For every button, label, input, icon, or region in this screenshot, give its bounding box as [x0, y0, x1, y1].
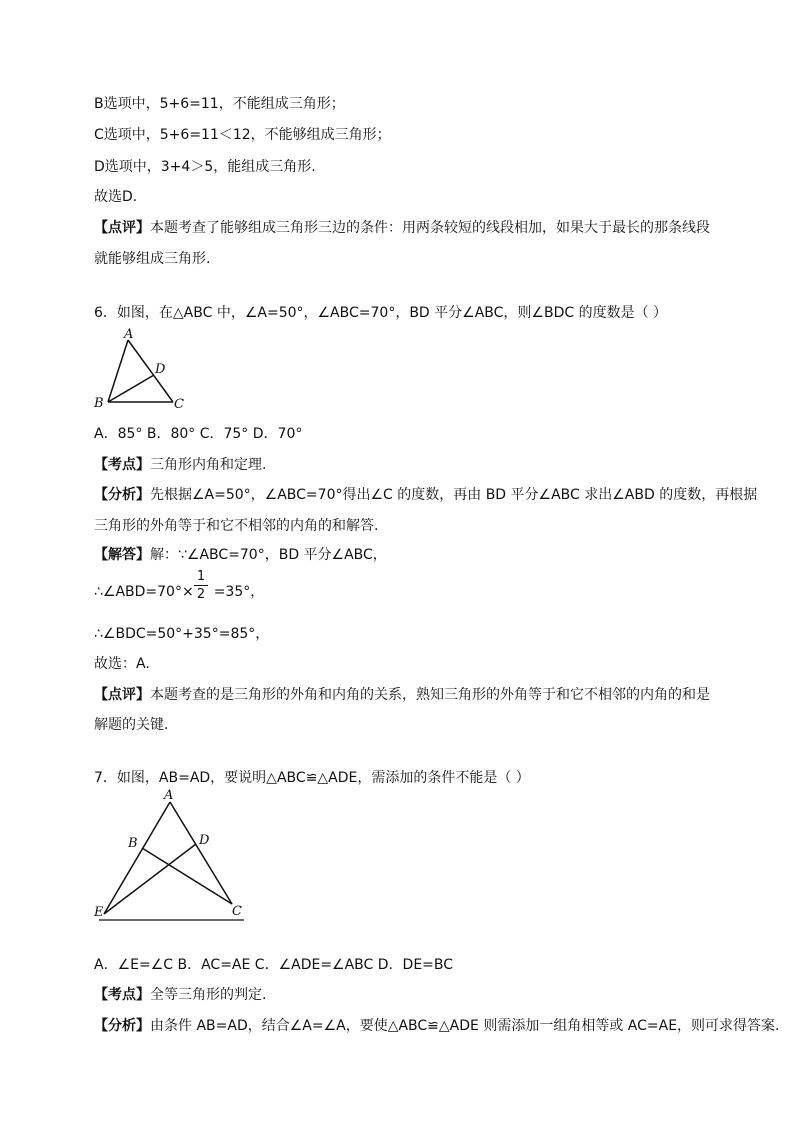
- fenxi-label: 【分析】: [94, 1018, 150, 1034]
- kaodian-label: 【考点】: [94, 457, 150, 473]
- comment-continuation: 解题的关键.: [94, 717, 169, 733]
- kaodian-line: [94, 455, 266, 475]
- comment-line: [94, 218, 710, 238]
- triangle-abc-figure: [94, 328, 204, 418]
- fenxi-line: [94, 1016, 780, 1036]
- vertex-label-a: A: [164, 788, 174, 803]
- vertex-label-c: C: [232, 904, 242, 919]
- vertex-label-d: D: [155, 362, 166, 377]
- fraction-one-half: [194, 569, 208, 602]
- answer-choice: 故选：A.: [94, 656, 150, 672]
- jieda-label: 【解答】: [94, 547, 150, 563]
- fenxi-line: [94, 485, 757, 505]
- fraction-bar: [194, 585, 208, 586]
- kaodian-text: 三角形内角和定理.: [150, 457, 267, 473]
- vertex-label-c: C: [174, 397, 184, 412]
- solution-step-2: [94, 582, 264, 602]
- comment-text: 本题考查的是三角形的外角和内角的关系，熟知三角形的外角等于和它不相邻的内角的和是: [150, 687, 710, 703]
- answer-options: A．∠E=∠C B．AC=AE C．∠ADE=∠ABC D．DE=BC: [94, 957, 454, 973]
- question-7: 7．如图，AB=AD，要说明△ABC≌△ADE，需添加的条件不能是（ ）: [94, 770, 530, 786]
- fenxi-text: 先根据∠A=50°，∠ABC=70°得出∠C 的度数，再由 BD 平分∠ABC 求出∠ABD 的度数，再根据: [150, 487, 758, 503]
- vertex-label-d: D: [199, 833, 210, 848]
- fenxi-text: 由条件 AB=AD，结合∠A=∠A，要使△ABC≌△ADE 则需添加一组角相等或 AC=AE，则可求得答案.: [150, 1018, 780, 1034]
- comment-label: 【点评】: [94, 220, 150, 236]
- step2-suffix: =35°，: [213, 584, 265, 600]
- fenxi-label: 【分析】: [94, 487, 150, 503]
- answer-options: A．85° B．80° C．75° D．70°: [94, 426, 303, 442]
- two-triangles-figure: [94, 788, 254, 927]
- option-d-analysis: D选项中，3+4＞5，能组成三角形.: [94, 159, 316, 175]
- jieda-text: 解：∵∠ABC=70°，BD 平分∠ABC，: [150, 547, 387, 563]
- fraction-numerator: 1: [196, 569, 206, 584]
- answer-choice: 故选D.: [94, 189, 138, 205]
- comment-label: 【点评】: [94, 687, 150, 703]
- solution-step-3: ∴∠BDC=50°+35°=85°，: [94, 626, 270, 642]
- question-6: 6．如图，在△ABC 中，∠A=50°，∠ABC=70°，BD 平分∠ABC，则∠BDC 的度数是（ ）: [94, 305, 668, 321]
- step2-prefix: ∴∠ABD=70°×: [94, 584, 194, 600]
- jieda-line: [94, 545, 387, 565]
- vertex-label-e: E: [94, 905, 104, 920]
- comment-text: 本题考查了能够组成三角形三边的条件：用两条较短的线段相加，如果大于最长的那条线段: [150, 220, 710, 236]
- vertex-label-b: B: [94, 396, 104, 411]
- fraction-denominator: 2: [196, 587, 206, 602]
- comment-continuation: 就能够组成三角形.: [94, 251, 211, 267]
- kaodian-label: 【考点】: [94, 987, 150, 1003]
- vertex-label-b: B: [128, 836, 138, 851]
- vertex-label-a: A: [124, 327, 134, 342]
- option-b-analysis: B选项中，5+6=11，不能组成三角形；: [94, 96, 345, 112]
- fenxi-continuation: 三角形的外角等于和它不相邻的内角的和解答.: [94, 518, 379, 534]
- option-c-analysis: C选项中，5+6=11＜12，不能够组成三角形；: [94, 127, 391, 143]
- comment-line: [94, 685, 710, 705]
- kaodian-text: 全等三角形的判定.: [150, 987, 267, 1003]
- kaodian-line: [94, 985, 266, 1005]
